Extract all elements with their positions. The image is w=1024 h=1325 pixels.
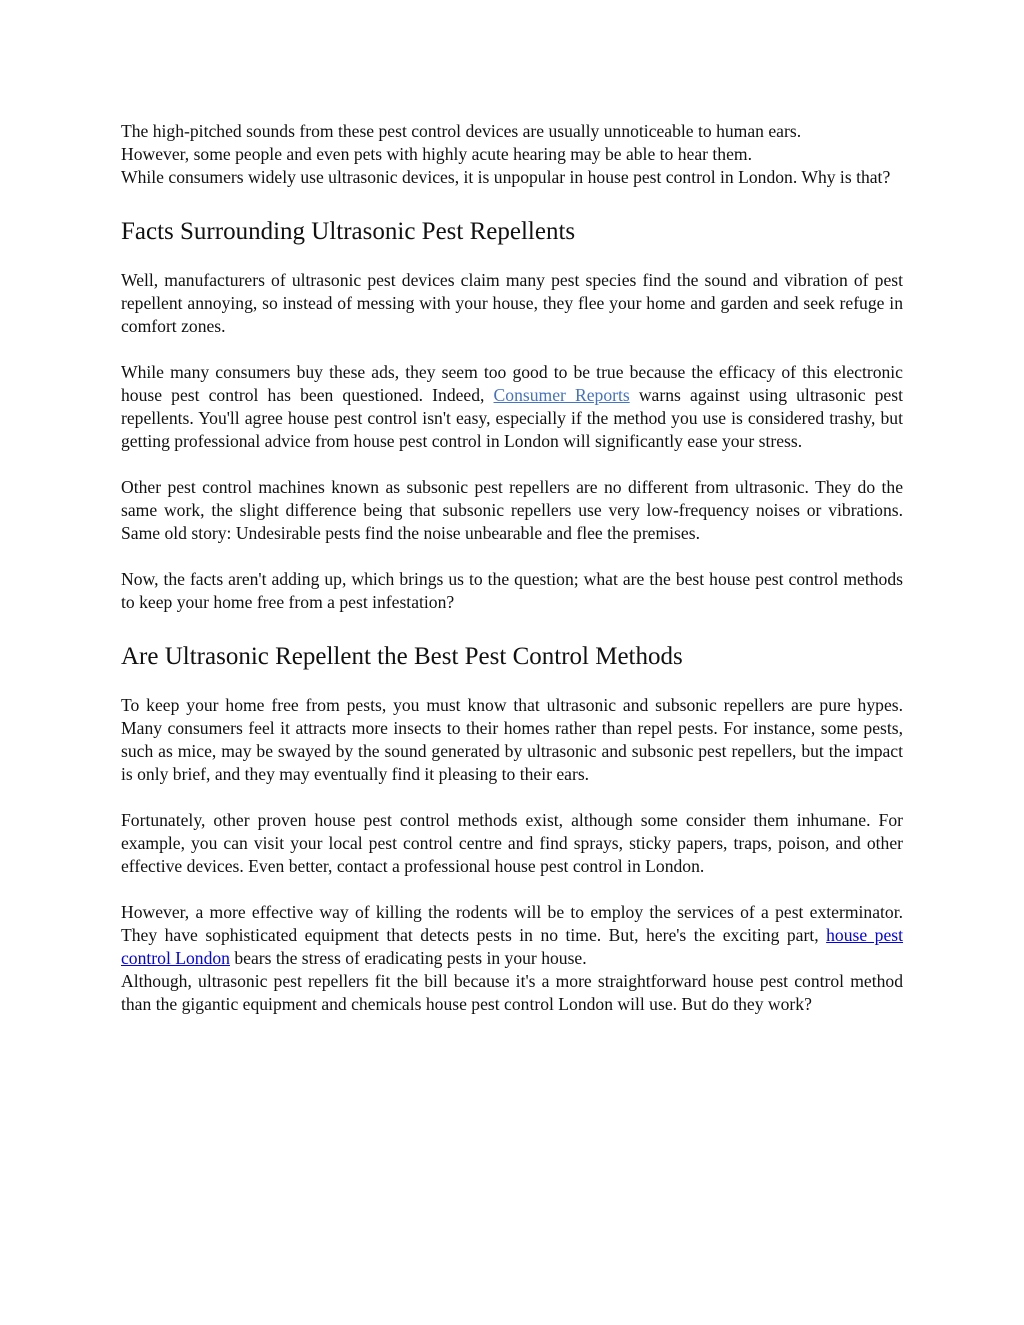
paragraph-facts-not-adding-up: Now, the facts aren't adding up, which brings us to the question; what are the best house pest control methods to keep your home free from a pest infestation? [121, 569, 903, 612]
document-page [121, 120, 903, 1016]
intro-paragraph [121, 120, 903, 189]
intro-line-2: However, some people and even pets with highly acute hearing may be able to hear them. [121, 144, 752, 164]
section-heading-best-methods: Are Ultrasonic Repellent the Best Pest Control Methods [121, 643, 683, 670]
paragraph-text: bears the stress of eradicating pests in your house. [229, 948, 587, 968]
paragraph-text: warns against using ultrasonic pest repellents. You'll agree house pest control isn't easy, especially if the method you use is considered trashy, but getting professional advice from house pest control in London will significantly ease your stress. [121, 385, 903, 451]
house-pest-control-london-link[interactable]: house pest control London [121, 925, 903, 968]
paragraph-text: While many consumers buy these ads, they seem too good to be true because the efficacy of this electronic house pest control has been questioned. Indeed, [121, 362, 903, 405]
paragraph-do-they-work: Although, ultrasonic pest repellers fit the bill because it's a more straightforward house pest control method than the gigantic equipment and chemicals house pest control London will use. But do they work? [121, 971, 903, 1014]
paragraph-pure-hypes: To keep your home free from pests, you must know that ultrasonic and subsonic repellers are pure hypes. Many consumers feel it attracts more insects to their homes rather than repel pests. For instance, some pests, such as mice, may be swayed by the sound generated by ultrasonic and subsonic pest repellers, but the impact is only brief, and they may eventually find it pleasing to their ears. [121, 695, 903, 784]
section-heading-facts: Facts Surrounding Ultrasonic Pest Repellents [121, 218, 576, 245]
consumer-reports-link[interactable]: Consumer Reports [493, 385, 630, 405]
paragraph-text: However, a more effective way of killing the rodents will be to employ the services of a pest exterminator. They have sophisticated equipment that detects pests in no time. But, here's the exciting part, [121, 902, 903, 945]
paragraph-efficacy-questioned [121, 361, 903, 453]
paragraph-subsonic-repellers: Other pest control machines known as subsonic pest repellers are no different from ultrasonic. They do the same work, the slight difference being that subsonic repellers use very low-frequency noises or vibrations. Same old story: Undesirable pests find the noise unbearable and flee the premises. [121, 477, 903, 543]
paragraph-exterminator [121, 901, 903, 970]
paragraph-manufacturers-claim: Well, manufacturers of ultrasonic pest devices claim many pest species find the sound and vibration of pest repellent annoying, so instead of messing with your house, they flee your home and garden and seek refuge in comfort zones. [121, 270, 903, 336]
intro-line-3: While consumers widely use ultrasonic devices, it is unpopular in house pest control in London. Why is that? [121, 167, 891, 187]
intro-line-1: The high-pitched sounds from these pest control devices are usually unnoticeable to human ears. [121, 121, 802, 141]
paragraph-proven-methods: Fortunately, other proven house pest control methods exist, although some consider them inhumane. For example, you can visit your local pest control centre and find sprays, sticky papers, traps, poison, and other effective devices. Even better, contact a professional house pest control in London. [121, 810, 903, 876]
